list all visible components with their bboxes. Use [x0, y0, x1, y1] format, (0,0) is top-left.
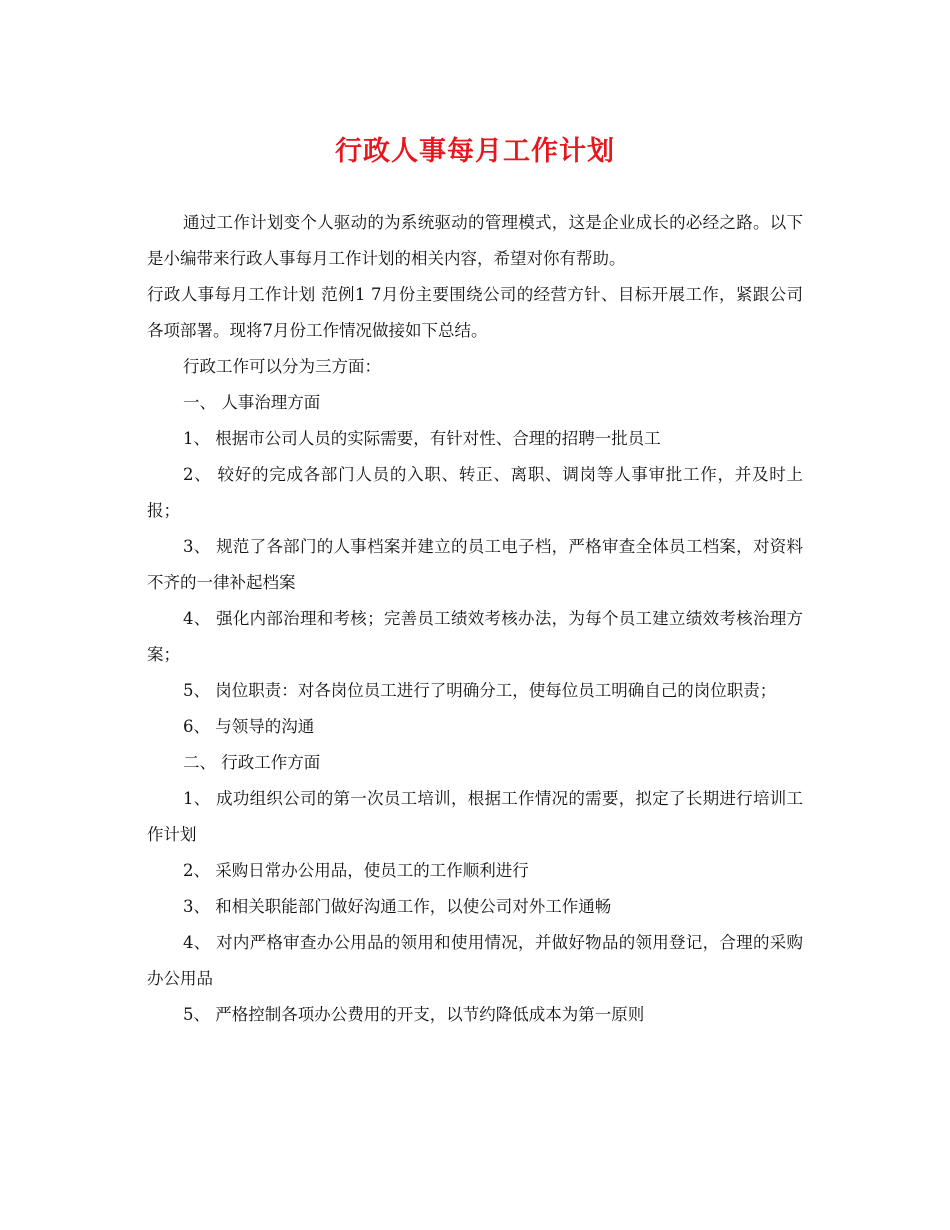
list-item-personnel-3: 3、 规范了各部门的人事档案并建立的员工电子档，严格审查全体员工档案，对资料不齐的一律补起档案 [147, 537, 803, 592]
document-body [147, 205, 803, 1033]
document-title: 行政人事每月工作计划 [335, 136, 615, 167]
paragraph-admin-overview: 行政工作可以分为三方面： [183, 357, 381, 376]
list-item-personnel-2: 2、 较好的完成各部门人员的入职、转正、离职、调岗等人事审批工作，并及时上报； [147, 465, 803, 520]
section-heading-personnel: 一、 人事治理方面 [183, 393, 321, 412]
section-heading-administration: 二、 行政工作方面 [183, 753, 321, 772]
list-item-administration-2: 2、 采购日常办公用品，使员工的工作顺利进行 [183, 861, 529, 880]
paragraph-intro: 通过工作计划变个人驱动的为系统驱动的管理模式，这是企业成长的必经之路。以下是小编带来行政人事每月工作计划的相关内容，希望对你有帮助。 [147, 213, 803, 268]
list-item-personnel-1: 1、 根据市公司人员的实际需要，有针对性、合理的招聘一批员工 [183, 429, 661, 448]
list-item-administration-4: 4、 对内严格审查办公用品的领用和使用情况，并做好物品的领用登记，合理的采购办公用品 [147, 933, 803, 988]
paragraph-example-heading: 行政人事每月工作计划 范例1 7月份主要围绕公司的经营方针、目标开展工作，紧跟公司各项部署。现将7月份工作情况做接如下总结。 [147, 285, 803, 340]
list-item-personnel-5: 5、 岗位职责：对各岗位员工进行了明确分工，使每位员工明确自己的岗位职责； [183, 681, 777, 700]
list-item-personnel-4: 4、 强化内部治理和考核；完善员工绩效考核办法，为每个员工建立绩效考核治理方案； [147, 609, 803, 664]
list-item-administration-1: 1、 成功组织公司的第一次员工培训，根据工作情况的需要，拟定了长期进行培训工作计划 [147, 789, 803, 844]
list-item-personnel-6: 6、 与领导的沟通 [183, 717, 315, 736]
list-item-administration-5: 5、 严格控制各项办公费用的开支，以节约降低成本为第一原则 [183, 1005, 645, 1024]
list-item-administration-3: 3、 和相关职能部门做好沟通工作，以使公司对外工作通畅 [183, 897, 612, 916]
